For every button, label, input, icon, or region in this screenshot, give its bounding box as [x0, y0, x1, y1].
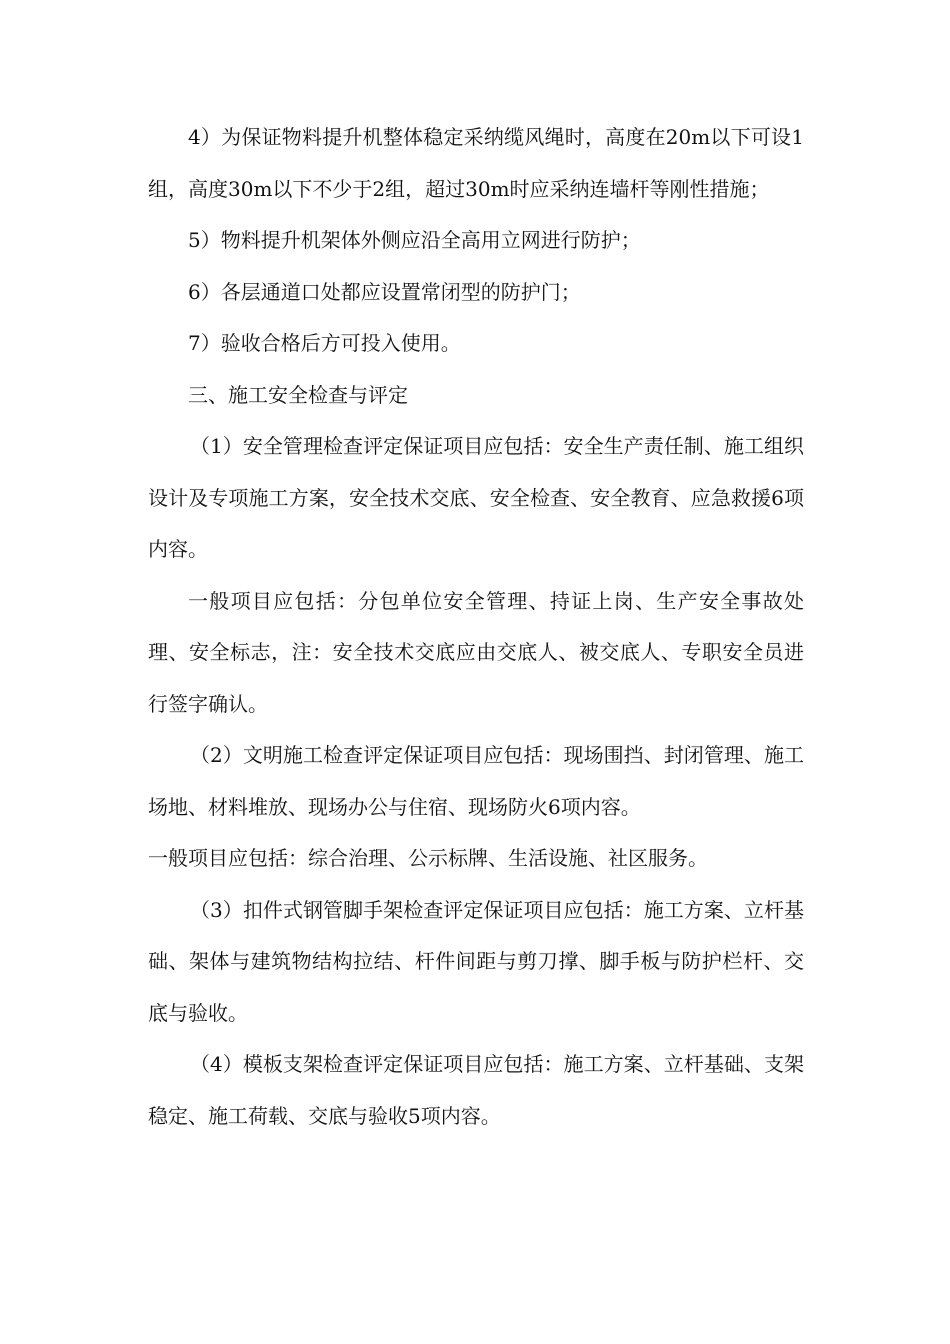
paragraph-scaffold: （3）扣件式钢管脚手架检查评定保证项目应包括：施工方案、立杆基础、架体与建筑物结构拉结、杆件间距与剪刀撑、脚手板与防护栏杆、交底与验收。 [148, 897, 804, 1025]
paragraph-item-7: 7）验收合格后方可投入使用。 [188, 331, 461, 355]
paragraph-item-6: 6）各层通道口处都应设置常闭型的防护门； [188, 279, 581, 304]
section-heading: 三、施工安全检查与评定 [188, 382, 408, 407]
paragraph-safety-management: （1）安全管理检查评定保证项目应包括：安全生产责任制、施工组织设计及专项施工方案，安全技术交底、安全检查、安全教育、应急救援6项内容。 [148, 434, 804, 561]
paragraph-general-items: 一般项目应包括：分包单位安全管理、持证上岗、生产安全事故处理、安全标志，注：安全技术交底应由交底人、被交底人、专职安全员进行签字确认。 [148, 588, 804, 716]
paragraph-item-4: 4）为保证物料提升机整体稳定采纳缆风绳时，高度在20m以下可设1组，高度30m以下不少于2组，超过30m时应采纳连墙杆等刚性措施； [148, 125, 804, 201]
paragraph-formwork-support: （4）模板支架检查评定保证项目应包括：施工方案、立杆基础、支架稳定、施工荷载、交底与验收5项内容。 [148, 1052, 804, 1128]
paragraph-civilized-construction: （2）文明施工检查评定保证项目应包括：现场围挡、封闭管理、施工场地、材料堆放、现场办公与住宿、现场防火6项内容。 [148, 743, 804, 819]
document-body [148, 112, 804, 1142]
paragraph-item-5: 5）物料提升机架体外侧应沿全高用立网进行防护； [188, 228, 641, 252]
paragraph-general-items-2: 一般项目应包括：综合治理、公示标牌、生活设施、社区服务。 [148, 846, 708, 870]
